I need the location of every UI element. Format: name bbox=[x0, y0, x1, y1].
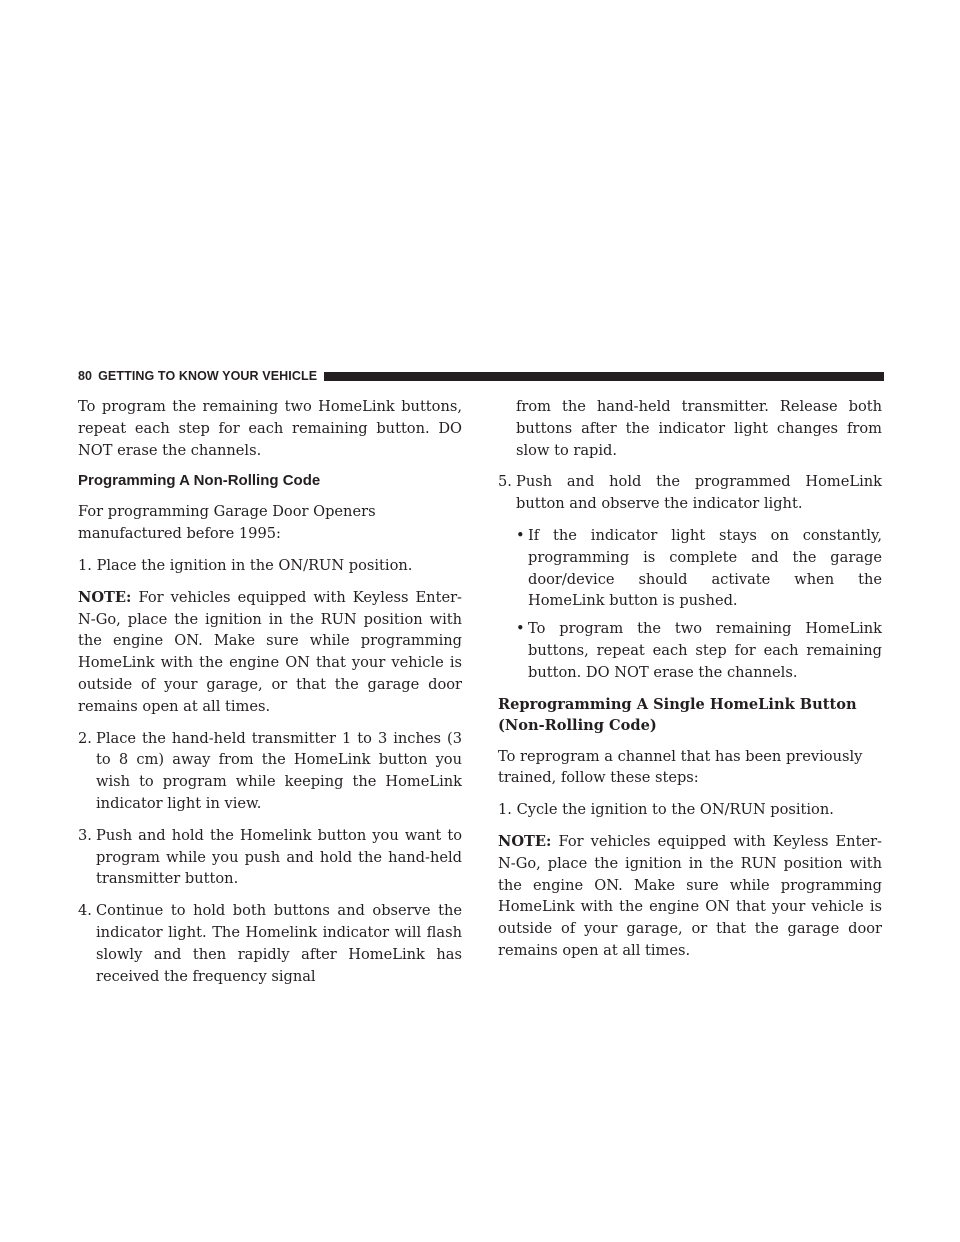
bullet-text: If the indicator light stays on constantly, programming is complete and the garage door/device should activate when the HomeLink button is pushed. bbox=[528, 526, 882, 610]
note-label: NOTE: bbox=[78, 588, 132, 606]
note-text: For vehicles equipped with Keyless Enter-N-Go, place the ignition in the RUN position with the engine ON. Make sure while programming HomeLink with the engine ON that your vehicle is outside of your garage, or that the garage door remains open at all times. bbox=[78, 588, 462, 715]
bullet-icon: • bbox=[516, 620, 525, 638]
heading-line-1: Reprogramming A Single HomeLink Button bbox=[498, 695, 857, 713]
bullet-icon: • bbox=[516, 526, 525, 544]
section-heading: Programming A Non-Rolling Code bbox=[78, 472, 321, 490]
step-5 bbox=[498, 471, 882, 515]
step-1: 1. Place the ignition in the ON/RUN position. bbox=[78, 556, 413, 574]
list-item bbox=[516, 618, 882, 683]
step-3 bbox=[78, 825, 462, 890]
note-text: For vehicles equipped with Keyless Enter-N-Go, place the ignition in the RUN position with the engine ON. Make sure while programming HomeLink with the engine ON that your vehicle is outside of your garage, or that the garage door remains open at all times. bbox=[498, 832, 882, 959]
step-4-continued: from the hand-held transmitter. Release both buttons after the indicator light changes from slow to rapid. bbox=[516, 398, 882, 459]
page-header bbox=[78, 368, 884, 384]
step-text: Push and hold the programmed HomeLink button and observe the indicator light. bbox=[516, 473, 882, 513]
step-text: Push and hold the Homelink button you want to program while you push and hold the hand-held transmitter button. bbox=[96, 826, 462, 888]
heading-line-2: (Non-Rolling Code) bbox=[498, 716, 657, 734]
right-column bbox=[498, 396, 882, 972]
paragraph: To reprogram a channel that has been previously trained, follow these steps: bbox=[498, 747, 863, 787]
note-paragraph bbox=[78, 587, 462, 718]
subsection-heading bbox=[498, 694, 882, 736]
intro-paragraph: To program the remaining two HomeLink buttons, repeat each step for each remaining button. DO NOT erase the channels. bbox=[78, 398, 462, 459]
bullet-text: To program the two remaining HomeLink buttons, repeat each step for each remaining button. DO NOT erase the channels. bbox=[528, 620, 882, 681]
step-number: 5. bbox=[498, 473, 512, 491]
paragraph: For programming Garage Door Openers manufactured before 1995: bbox=[78, 503, 376, 543]
note-label: NOTE: bbox=[498, 832, 552, 850]
step-number: 2. bbox=[78, 729, 92, 747]
step-number: 4. bbox=[78, 902, 92, 920]
page-number: 80 bbox=[78, 369, 93, 383]
step-2 bbox=[78, 728, 462, 815]
left-column bbox=[78, 396, 462, 997]
step-text: Place the hand-held transmitter 1 to 3 inches (3 to 8 cm) away from the HomeLink button you wish to program while keeping the HomeLink indicator light in view. bbox=[96, 729, 462, 812]
step-text: Continue to hold both buttons and observe the indicator light. The Homelink indicator will flash slowly and then rapidly after HomeLink has received the frequency signal bbox=[96, 902, 462, 985]
list-item bbox=[516, 525, 882, 612]
header-rule bbox=[324, 372, 884, 381]
step-1: 1. Cycle the ignition to the ON/RUN position. bbox=[498, 801, 834, 819]
bullet-list bbox=[516, 525, 882, 684]
note-paragraph bbox=[498, 831, 882, 962]
section-title: GETTING TO KNOW YOUR VEHICLE bbox=[98, 369, 318, 383]
step-number: 3. bbox=[78, 826, 92, 844]
step-4 bbox=[78, 900, 462, 987]
